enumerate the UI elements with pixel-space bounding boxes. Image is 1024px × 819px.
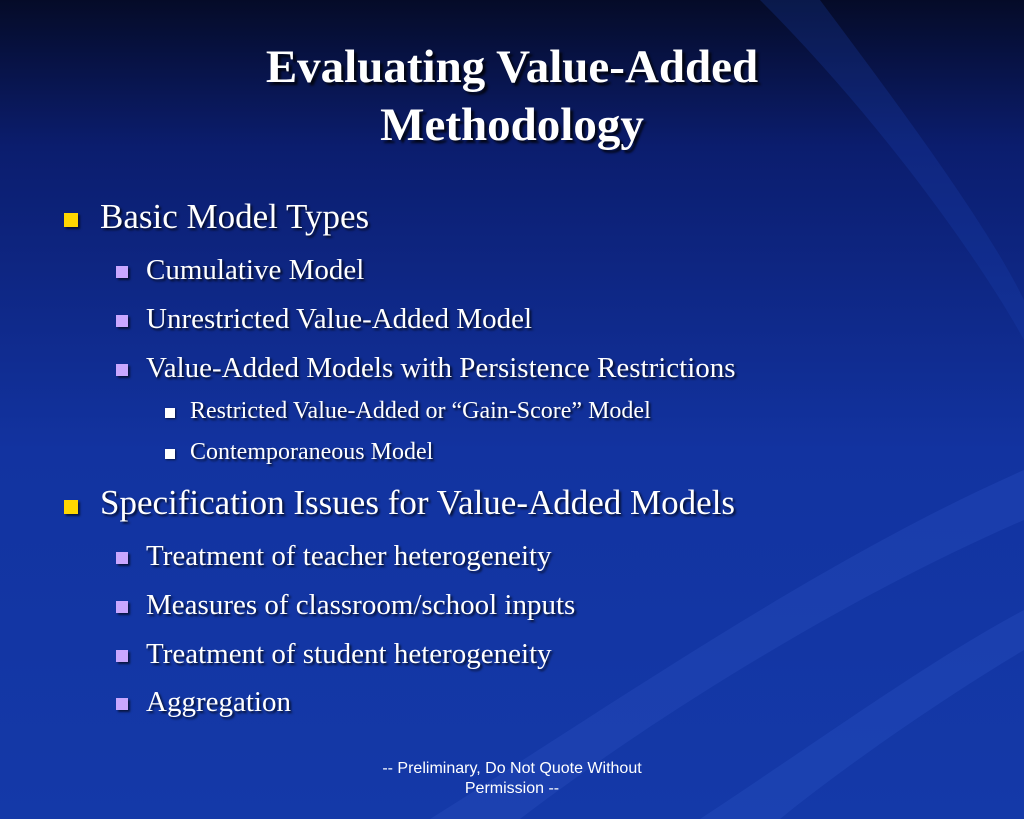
bullet-text: Value-Added Models with Persistence Restrictions xyxy=(146,352,736,384)
lavender-square-bullet-icon xyxy=(116,315,128,327)
lavender-square-bullet-icon xyxy=(116,266,128,278)
bullet-text: Cumulative Model xyxy=(146,254,365,286)
bullet-text: Treatment of student heterogeneity xyxy=(146,638,552,670)
bullet-text: Treatment of teacher heterogeneity xyxy=(146,540,552,572)
slide-title-line-2: Methodology xyxy=(380,99,644,151)
bullet-text: Measures of classroom/school inputs xyxy=(146,589,576,621)
yellow-square-bullet-icon xyxy=(64,213,78,227)
bullet-text: Restricted Value-Added or “Gain-Score” Model xyxy=(190,398,651,424)
bullet-text: Contemporaneous Model xyxy=(190,439,434,465)
footer-line-2: Permission -- xyxy=(464,780,560,797)
bullet-text: Specification Issues for Value-Added Models xyxy=(100,483,736,522)
lavender-square-bullet-icon xyxy=(116,650,128,662)
yellow-square-bullet-icon xyxy=(64,500,78,514)
lavender-square-bullet-icon xyxy=(116,552,128,564)
slide-title-line-1: Evaluating Value-Added xyxy=(265,41,759,93)
lavender-square-bullet-icon xyxy=(116,364,128,376)
white-square-bullet-icon xyxy=(165,449,175,459)
bullet-text: Unrestricted Value-Added Model xyxy=(146,303,533,335)
lavender-square-bullet-icon xyxy=(116,601,128,613)
lavender-square-bullet-icon xyxy=(116,698,128,710)
white-square-bullet-icon xyxy=(165,408,175,418)
slide-footer xyxy=(362,759,662,799)
bullet-text: Aggregation xyxy=(146,686,291,718)
bullet-text: Basic Model Types xyxy=(100,197,370,236)
footer-line-1: -- Preliminary, Do Not Quote Without xyxy=(382,760,642,777)
